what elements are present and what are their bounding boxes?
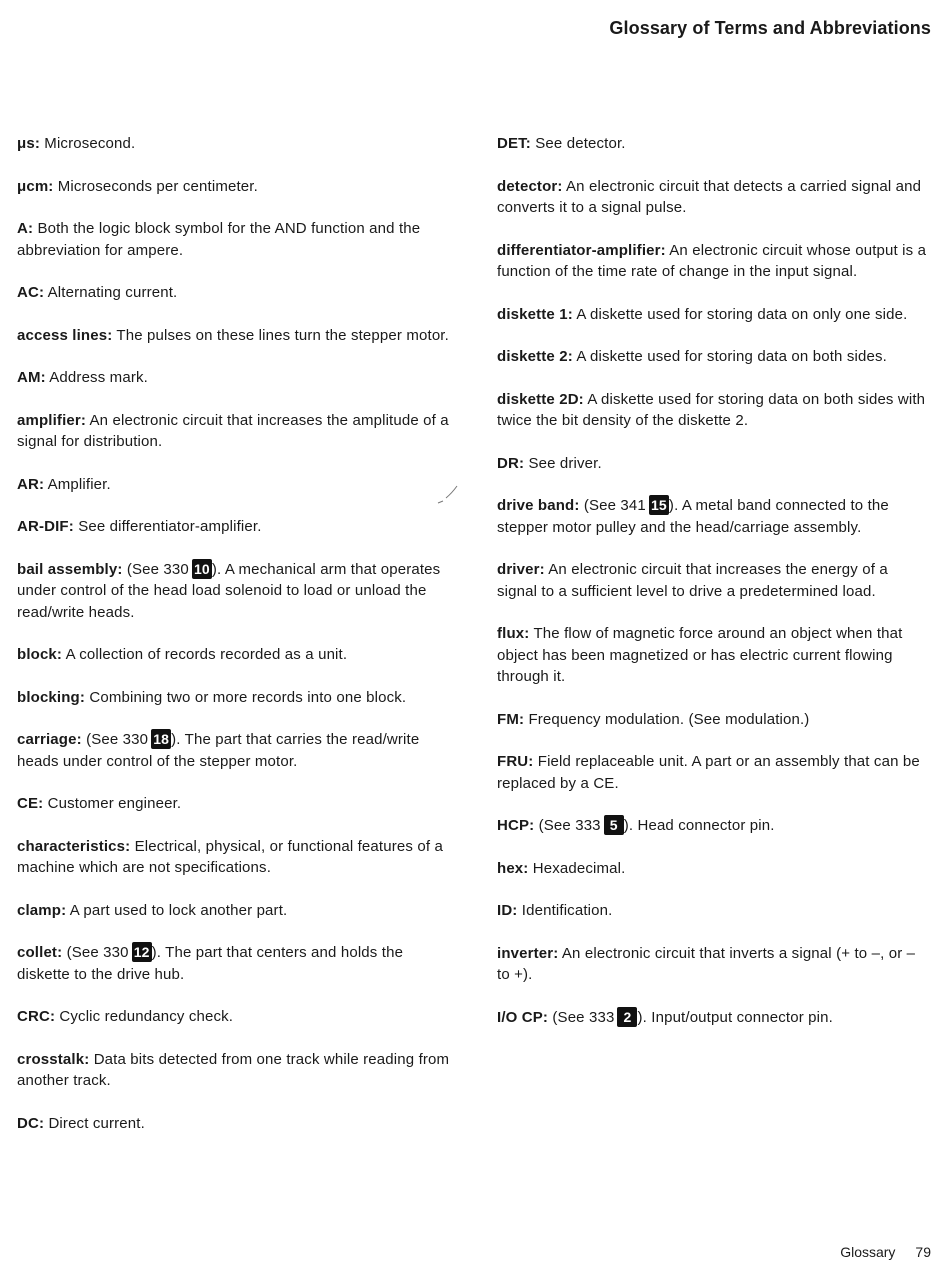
glossary-column-left — [17, 133, 457, 1155]
glossary-term: I/O CP: — [497, 1008, 549, 1026]
glossary-definition: Direct current. — [48, 1114, 145, 1132]
glossary-definition: A collection of records recorded as a unit. — [65, 646, 348, 663]
figure-reference: (See 330 — [86, 731, 149, 748]
glossary-term: FM: — [497, 710, 525, 728]
glossary-term: detector: — [497, 177, 563, 195]
glossary-term: inverter: — [497, 944, 559, 962]
glossary-definition: An electronic circuit that inverts a signal (+ to –, or – to +). — [497, 944, 916, 983]
glossary-entry — [497, 453, 927, 475]
glossary-definition: Both the logic block symbol for the AND function and the abbreviation for ampere. — [17, 220, 421, 259]
glossary-definition: A diskette used for storing data on both sides. — [576, 348, 887, 365]
glossary-entry — [17, 836, 457, 879]
glossary-entry — [17, 474, 457, 496]
glossary-definition: The flow of magnetic force around an object when that object has been magnetized or has electric current flowing through it. — [497, 625, 903, 685]
glossary-entry — [17, 559, 457, 624]
glossary-term: diskette 1: — [497, 305, 573, 323]
glossary-term: bail assembly: — [17, 560, 123, 578]
glossary-entry — [17, 1049, 457, 1092]
glossary-definition: ). A mechanical arm that operates under control of the head load solenoid to load or unload the read/write heads. — [17, 560, 441, 621]
glossary-entry — [497, 176, 927, 219]
glossary-term: μcm: — [17, 177, 54, 195]
glossary-entry — [17, 176, 457, 198]
glossary-definition: Field replaceable unit. A part or an assembly that can be replaced by a CE. — [497, 753, 920, 792]
glossary-definition: ). The part that carries the read/write heads under control of the stepper motor. — [17, 731, 420, 770]
glossary-entry — [497, 240, 927, 283]
glossary-definition: See detector. — [535, 135, 626, 152]
callout-number-badge: 12 — [132, 942, 152, 962]
glossary-term: μs: — [17, 135, 40, 152]
glossary-definition: An electronic circuit whose output is a function of the time rate of change in the input signal. — [497, 241, 927, 280]
glossary-entry — [497, 133, 927, 155]
glossary-term: diskette 2D: — [497, 390, 584, 408]
glossary-definition: Frequency modulation. (See modulation.) — [528, 710, 810, 728]
glossary-entry — [497, 900, 927, 922]
glossary-entry — [17, 282, 457, 304]
figure-reference: (See 333 — [552, 1008, 615, 1026]
callout-number-badge: 2 — [617, 1007, 637, 1027]
glossary-definition: Amplifier. — [47, 475, 111, 493]
glossary-entry — [17, 900, 457, 922]
figure-reference: (See 333 — [538, 817, 601, 834]
glossary-definition: Electrical, physical, or functional features of a machine which are not specifications. — [17, 837, 443, 876]
glossary-definition: A part used to lock another part. — [69, 901, 288, 919]
glossary-term: block: — [17, 646, 63, 663]
glossary-entry — [497, 815, 927, 837]
glossary-definition: ). A metal band connected to the stepper motor pulley and the head/carriage assembly. — [497, 497, 889, 536]
glossary-definition: Hexadecimal. — [532, 859, 626, 877]
figure-reference: (See 330 — [66, 944, 129, 961]
glossary-entry — [17, 325, 457, 347]
glossary-term: diskette 2: — [497, 348, 573, 365]
pencil-mark — [436, 484, 462, 506]
glossary-term: characteristics: — [17, 837, 131, 855]
glossary-definition: An electronic circuit that detects a carried signal and converts it to a signal pulse. — [497, 177, 922, 216]
glossary-term: amplifier: — [17, 411, 87, 429]
glossary-definition: Cyclic redundancy check. — [59, 1008, 234, 1025]
glossary-term: access lines: — [17, 326, 113, 344]
glossary-term: ID: — [497, 902, 518, 919]
glossary-definition: Alternating current. — [47, 284, 178, 301]
glossary-definition: ). Input/output connector pin. — [637, 1008, 833, 1026]
glossary-entry — [497, 623, 927, 688]
glossary-definition: Customer engineer. — [47, 795, 182, 812]
glossary-definition: Address mark. — [49, 369, 148, 386]
page-title: Glossary of Terms and Abbreviations — [609, 18, 931, 38]
glossary-entry — [497, 751, 927, 794]
glossary-entry — [17, 133, 457, 155]
glossary-term: AR: — [17, 475, 45, 493]
glossary-term: HCP: — [497, 817, 535, 834]
glossary-definition: An electronic circuit that increases the amplitude of a signal for distribution. — [17, 411, 449, 450]
glossary-term: hex: — [497, 859, 529, 877]
glossary-entry — [17, 218, 457, 261]
glossary-term: CE: — [17, 795, 44, 812]
glossary-term: AC: — [17, 284, 45, 301]
glossary-definition: ). The part that centers and holds the diskette to the drive hub. — [17, 944, 404, 983]
callout-number-badge: 18 — [151, 729, 171, 749]
footer-section: Glossary — [840, 1244, 896, 1260]
glossary-entry — [497, 559, 927, 602]
glossary-definition: Microseconds per centimeter. — [57, 177, 258, 195]
glossary-entry — [17, 410, 457, 453]
glossary-term: AR-DIF: — [17, 518, 74, 535]
glossary-definition: Identification. — [521, 902, 613, 919]
glossary-definition: Combining two or more records into one block. — [89, 688, 407, 706]
glossary-entry — [17, 793, 457, 815]
callout-number-badge: 10 — [192, 559, 212, 579]
glossary-term: crosstalk: — [17, 1050, 90, 1068]
glossary-entry — [17, 1006, 457, 1028]
callout-number-badge: 5 — [604, 815, 624, 835]
callout-number-badge: 15 — [649, 495, 669, 515]
page-number: 79 — [915, 1244, 931, 1260]
glossary-term: clamp: — [17, 901, 67, 919]
glossary-entry — [497, 346, 927, 368]
glossary-definition: The pulses on these lines turn the stepper motor. — [116, 326, 449, 344]
glossary-term: differentiator-amplifier: — [497, 241, 666, 259]
glossary-term: blocking: — [17, 688, 86, 706]
glossary-entry — [17, 367, 457, 389]
glossary-definition: See differentiator-amplifier. — [78, 518, 262, 535]
glossary-term: DR: — [497, 454, 525, 472]
glossary-column-right — [497, 133, 927, 1049]
glossary-term: driver: — [497, 561, 545, 578]
glossary-definition: Microsecond. — [44, 135, 136, 152]
glossary-definition: A diskette used for storing data on both sides with twice the bit density of the diskette 2. — [497, 390, 926, 429]
glossary-definition: A diskette used for storing data on only one side. — [576, 305, 908, 323]
glossary-entry — [497, 709, 927, 731]
glossary-term: carriage: — [17, 731, 82, 748]
glossary-entry — [17, 644, 457, 666]
glossary-term: CRC: — [17, 1008, 56, 1025]
glossary-entry — [497, 495, 927, 538]
glossary-definition: See driver. — [528, 454, 602, 472]
glossary-entry — [17, 942, 457, 985]
glossary-definition: Data bits detected from one track while reading from another track. — [17, 1050, 450, 1089]
glossary-entry — [17, 516, 457, 538]
figure-reference: (See 330 — [126, 560, 189, 578]
glossary-entry — [497, 1007, 927, 1029]
glossary-entry — [497, 389, 927, 432]
glossary-term: flux: — [497, 625, 530, 642]
glossary-term: drive band: — [497, 497, 580, 514]
glossary-entry — [17, 729, 457, 772]
glossary-term: FRU: — [497, 753, 534, 770]
page-footer — [840, 1244, 931, 1260]
glossary-entry — [497, 304, 927, 326]
glossary-term: DC: — [17, 1114, 45, 1132]
glossary-term: AM: — [17, 369, 46, 386]
glossary-term: A: — [17, 220, 34, 237]
glossary-definition: An electronic circuit that increases the energy of a signal to a sufficient level to drive a predetermined load. — [497, 561, 888, 600]
glossary-entry — [17, 1113, 457, 1135]
figure-reference: (See 341 — [583, 497, 646, 514]
glossary-entry — [497, 943, 927, 986]
glossary-entry — [497, 858, 927, 880]
glossary-term: DET: — [497, 135, 531, 152]
glossary-entry — [17, 687, 457, 709]
glossary-term: collet: — [17, 944, 63, 961]
glossary-definition: ). Head connector pin. — [623, 817, 775, 834]
